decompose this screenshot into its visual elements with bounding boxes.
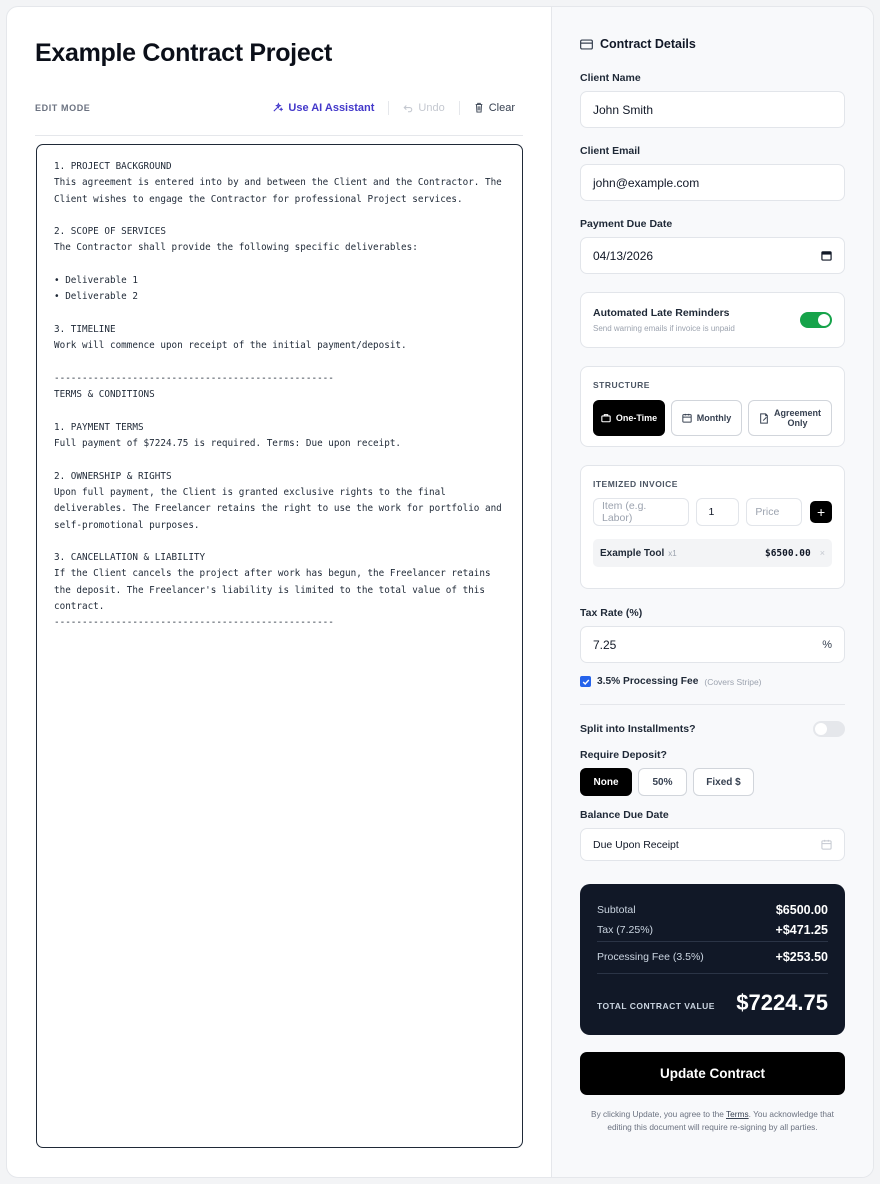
ai-assistant-label: Use AI Assistant — [288, 101, 375, 114]
summary-tax-label: Tax (7.25%) — [597, 924, 654, 936]
invoice-card — [580, 465, 845, 589]
installments-toggle[interactable] — [813, 721, 845, 737]
reminders-toggle[interactable] — [800, 312, 832, 328]
reminders-title: Automated Late Reminders — [593, 307, 730, 319]
total-row — [597, 990, 828, 1016]
client-name-value: John Smith — [593, 102, 654, 117]
structure-agreement-only-button[interactable] — [748, 400, 832, 436]
balance-value: Due Upon Receipt — [593, 838, 679, 851]
client-email-input[interactable] — [580, 164, 845, 201]
calendar-icon[interactable] — [821, 250, 832, 261]
tax-group — [580, 607, 845, 663]
structure-option-label: Agreement Only — [773, 408, 821, 428]
undo-icon — [403, 103, 413, 113]
client-email-group — [580, 145, 845, 201]
tax-input[interactable] — [580, 626, 845, 663]
item-input[interactable]: Item (e.g. Labor) — [593, 498, 689, 526]
deposit-50-button[interactable]: 50% — [638, 768, 687, 796]
undo-button[interactable] — [389, 102, 458, 114]
deposit-none-button[interactable]: None — [580, 768, 632, 796]
editor-pane — [7, 7, 551, 1177]
undo-label: Undo — [418, 101, 445, 114]
structure-one-time-button[interactable] — [593, 400, 665, 436]
legal-post: . You acknowledge that editing this document will require re-signing by all parties. — [607, 1109, 834, 1132]
deposit-label: Require Deposit? — [580, 749, 667, 761]
line-item-amount: $6500.00 — [764, 547, 811, 559]
invoice-line-item — [593, 539, 832, 567]
line-item-qty: x1 — [668, 548, 677, 558]
update-contract-button[interactable]: Update Contract — [580, 1052, 845, 1095]
contract-editor[interactable]: 1. PROJECT BACKGROUND This agreement is entered into by and between the Client and the Contractor. The Client wishes to engage the Contractor for professional Project services. 2. SCOPE OF SERVICES The Contractor shall provide the following specific deliverables: • Deliverable 1 • Deliverable 2 3. TIMELINE Work will commence upon receipt of the initial payment/deposit. -------------------------------------------------- TERMS & CONDITIONS 1. PAYMENT TERMS Full payment of $7224.75 is required. Terms: Due upon receipt. 2. OWNERSHIP & RIGHTS Upon full payment, the Client is granted exclusive rights to the final deliverables. The Freelancer retains the right to use the work for portfolio and self-promotional purposes. 3. CANCELLATION & LIABILITY If the Client cancels the project after work has begun, the Freelancer retains the deposit. The Freelancer's liability is limited to the total value of this contract. -------------------------------------------------- — [36, 144, 523, 1148]
terms-link[interactable]: Terms — [726, 1109, 749, 1119]
balance-label: Balance Due Date — [580, 809, 669, 821]
price-input[interactable]: Price — [746, 498, 802, 526]
summary-fee-label: Processing Fee (3.5%) — [597, 951, 704, 963]
deposit-options — [580, 768, 845, 796]
divider — [580, 704, 845, 705]
remove-item-icon[interactable]: × — [819, 548, 825, 558]
tax-row — [597, 923, 828, 942]
credit-card-icon — [580, 39, 593, 50]
legal-pre: By clicking Update, you agree to the — [591, 1109, 727, 1119]
deposit-fixed-button[interactable]: Fixed $ — [693, 768, 754, 796]
processing-fee-label: 3.5% Processing Fee — [597, 676, 699, 687]
details-panel — [551, 7, 873, 1177]
client-email-value: john@example.com — [593, 175, 700, 190]
trash-icon — [474, 102, 484, 113]
client-name-input[interactable] — [580, 91, 845, 128]
summary-tax-value: +$471.25 — [775, 923, 828, 937]
tax-value: 7.25 — [593, 637, 617, 652]
editor-toolbar — [35, 98, 523, 136]
reminders-description: Send warning emails if invoice is unpaid — [593, 324, 735, 333]
app-frame — [6, 6, 874, 1178]
tax-unit: % — [822, 638, 832, 651]
installments-row — [580, 721, 845, 737]
client-email-label: Client Email — [580, 145, 641, 157]
balance-group — [580, 809, 845, 861]
sparkle-icon — [272, 102, 283, 113]
client-name-group — [580, 72, 845, 128]
clear-button[interactable] — [460, 102, 523, 114]
mode-label: EDIT MODE — [35, 102, 91, 113]
plus-icon: + — [816, 504, 826, 520]
structure-card — [580, 366, 845, 447]
structure-option-label: Monthly — [696, 413, 732, 423]
add-item-button[interactable] — [810, 501, 832, 523]
due-date-label: Payment Due Date — [580, 218, 673, 230]
due-date-input[interactable] — [580, 237, 845, 274]
invoice-entry-row — [593, 498, 832, 526]
processing-fee-row — [580, 676, 845, 687]
document-edit-icon — [759, 413, 769, 424]
structure-options — [593, 400, 832, 436]
quantity-input[interactable]: 1 — [696, 498, 740, 526]
processing-fee-checkbox[interactable] — [580, 676, 591, 687]
page-title: Example Contract Project — [35, 39, 333, 67]
summary-fee-value: +$253.50 — [775, 950, 828, 964]
check-icon — [582, 678, 590, 686]
due-date-group — [580, 218, 845, 274]
details-header — [580, 37, 845, 51]
legal-notice — [580, 1108, 845, 1134]
calendar-icon — [682, 413, 692, 423]
ai-assistant-button[interactable] — [258, 102, 388, 114]
installments-label: Split into Installments? — [580, 723, 696, 735]
tax-label: Tax Rate (%) — [580, 607, 643, 619]
subtotal-value: $6500.00 — [775, 903, 828, 917]
summary-card — [580, 884, 845, 1035]
total-value: $7224.75 — [736, 990, 828, 1015]
subtotal-row — [597, 903, 828, 917]
balance-input[interactable] — [580, 828, 845, 861]
line-item-name: Example Tool — [600, 547, 665, 559]
subtotal-label: Subtotal — [597, 904, 636, 916]
calendar-icon[interactable] — [821, 839, 832, 850]
processing-fee-note: (Covers Stripe) — [704, 676, 762, 687]
structure-label: STRUCTURE — [593, 380, 650, 390]
clear-label: Clear — [488, 101, 515, 114]
total-label: TOTAL CONTRACT VALUE — [597, 1001, 715, 1011]
invoice-label: ITEMIZED INVOICE — [593, 479, 678, 489]
structure-option-label: One-Time — [615, 413, 658, 423]
fee-row — [597, 950, 828, 974]
details-title: Contract Details — [600, 37, 696, 51]
due-date-value: 04/13/2026 — [593, 248, 654, 263]
client-name-label: Client Name — [580, 72, 641, 84]
reminders-card — [580, 292, 845, 348]
briefcase-icon — [601, 413, 611, 423]
structure-monthly-button[interactable] — [671, 400, 742, 436]
